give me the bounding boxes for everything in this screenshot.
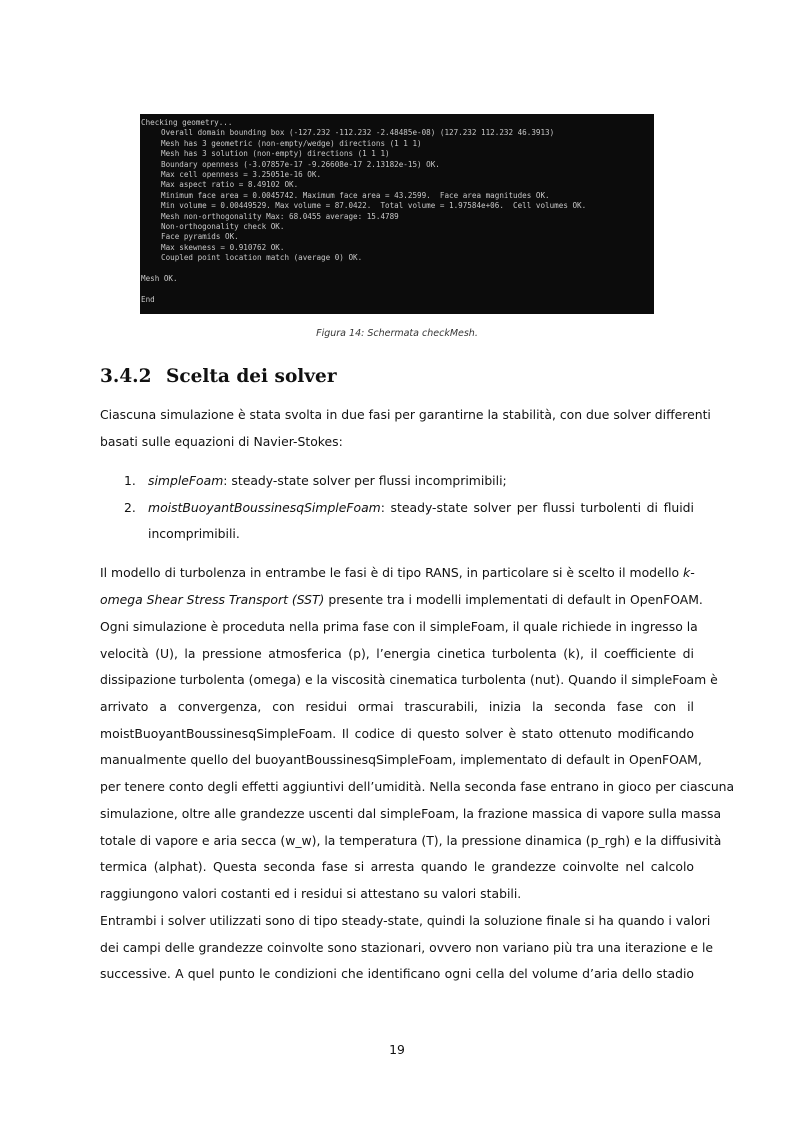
body-paragraph-2	[100, 908, 714, 988]
terminal-line: Mesh OK.	[141, 273, 178, 283]
terminal-line: Mesh has 3 geometric (non-empty/wedge) directions (1 1 1)	[161, 138, 422, 148]
text-line: basati sulle equazioni di Navier-Stokes:	[100, 433, 343, 449]
solver-name: moistBuoyantBoussinesqSimpleFoam	[148, 499, 381, 515]
text-line: incomprimibili.	[148, 526, 240, 542]
terminal-line: Coupled point location match (average 0) OK.	[161, 253, 363, 263]
text-line: moistBuoyantBoussinesqSimpleFoam. Il codice di questo solver è stato ottenuto modificando	[100, 725, 694, 741]
terminal-line: Face pyramids OK.	[161, 232, 239, 242]
terminal-line: Non-orthogonality check OK.	[161, 221, 285, 231]
text-line: Ogni simulazione è proceduta nella prima fase con il simpleFoam, il quale richiede in ingresso la	[100, 619, 698, 634]
text-line: raggiungono valori costanti ed i residui si attestano su valori stabili.	[100, 885, 522, 901]
terminal-line: Max skewness = 0.910762 OK.	[161, 242, 285, 252]
text-line: moistBuoyantBoussinesqSimpleFoam: steady-state solver per flussi turbolenti di fluidi	[148, 499, 694, 515]
text-line: simpleFoam: steady-state solver per flussi incomprimibili;	[148, 473, 507, 488]
list-item	[100, 468, 694, 495]
section-title: Scelta dei solver	[165, 366, 337, 387]
terminal-line: Max aspect ratio = 8.49102 OK.	[161, 180, 299, 190]
text-line: termica (alphat). Questa seconda fase si arresta quando le grandezze coinvolte nel calcolo	[100, 859, 694, 875]
solver-name: simpleFoam	[148, 473, 224, 488]
text-line: simulazione, oltre alle grandezze uscenti dal simpleFoam, la frazione massica di vapore sulla massa	[100, 805, 722, 821]
turbulence-paragraph	[100, 560, 703, 613]
terminal-line: Minimum face area = 0.0045742. Maximum face area = 43.2599. Face area magnitudes OK.	[161, 190, 550, 200]
terminal-line: Mesh has 3 solution (non-empty) directions (1 1 1)	[161, 149, 390, 159]
terminal-line	[140, 284, 654, 294]
terminal-line: Checking geometry...	[141, 118, 233, 127]
text-line: omega Shear Stress Transport (SST) presente tra i modelli implementati di default in OpenFOAM.	[100, 591, 703, 607]
intro-paragraph	[100, 402, 711, 455]
body-paragraph-1	[100, 614, 735, 908]
terminal-line: Max cell openness = 3.25051e-16 OK.	[161, 169, 322, 179]
figure-caption: Figura 14: Schermata checkMesh.	[316, 328, 478, 339]
text-line: totale di vapore e aria secca (w_w), la temperatura (T), la pressione dinamica (p_rgh) e la diffusività	[100, 832, 722, 848]
terminal-line: End	[141, 294, 155, 304]
terminal-line: Overall domain bounding box (-127.232 -112.232 -2.48485e-08) (127.232 112.232 46.3913)	[161, 128, 555, 138]
list-marker: 1.	[124, 473, 136, 488]
text-line: Il modello di turbolenza in entrambe le fasi è di tipo RANS, in particolare si è scelto il modello k-	[100, 565, 695, 580]
text-line: manualmente quello del buoyantBoussinesqSimpleFoam, implementato di default in OpenFOAM,	[100, 752, 702, 768]
text-line: arrivato a convergenza, con residui ormai trascurabili, inizia la seconda fase con il	[100, 699, 694, 715]
terminal-line	[140, 263, 654, 273]
section-number: 3.4.2	[100, 366, 152, 387]
text-line: dei campi delle grandezze coinvolte sono stazionari, ovvero non variano più tra una iterazione e le	[100, 939, 714, 955]
terminal-line: Mesh non-orthogonality Max: 68.0455 average: 15.4789	[161, 211, 399, 221]
text-line: Ciascuna simulazione è stata svolta in due fasi per garantirne la stabilità, con due solver differenti	[100, 407, 711, 422]
terminal-line: Min volume = 0.00449529. Max volume = 87.0422. Total volume = 1.97584e+06. Cell volumes OK.	[161, 201, 587, 211]
text-line: velocità (U), la pressione atmosferica (p), l’energia cinetica turbolenta (k), il coefficiente di	[100, 645, 694, 661]
page-number: 19	[389, 1042, 405, 1057]
list-marker: 2.	[124, 499, 136, 515]
checkmesh-terminal-screenshot	[140, 114, 654, 314]
list-item	[100, 495, 694, 548]
text-line: successive. A quel punto le condizioni che identificano ogni cella del volume d’aria dello stadio	[100, 966, 694, 982]
terminal-line: Boundary openness (-3.07857e-17 -9.26608e-17 2.13182e-15) OK.	[161, 159, 440, 169]
text-line: per tenere conto degli effetti aggiuntivi dell’umidità. Nella seconda fase entrano in gioco per ciascuna	[100, 779, 735, 795]
solver-list	[100, 468, 694, 548]
text-line: dissipazione turbolenta (omega) e la viscosità cinematica turbolenta (nut). Quando il simpleFoam è	[100, 672, 718, 688]
section-heading	[100, 366, 337, 387]
text-line: Entrambi i solver utilizzati sono di tipo steady-state, quindi la soluzione finale si ha quando i valori	[100, 913, 711, 928]
